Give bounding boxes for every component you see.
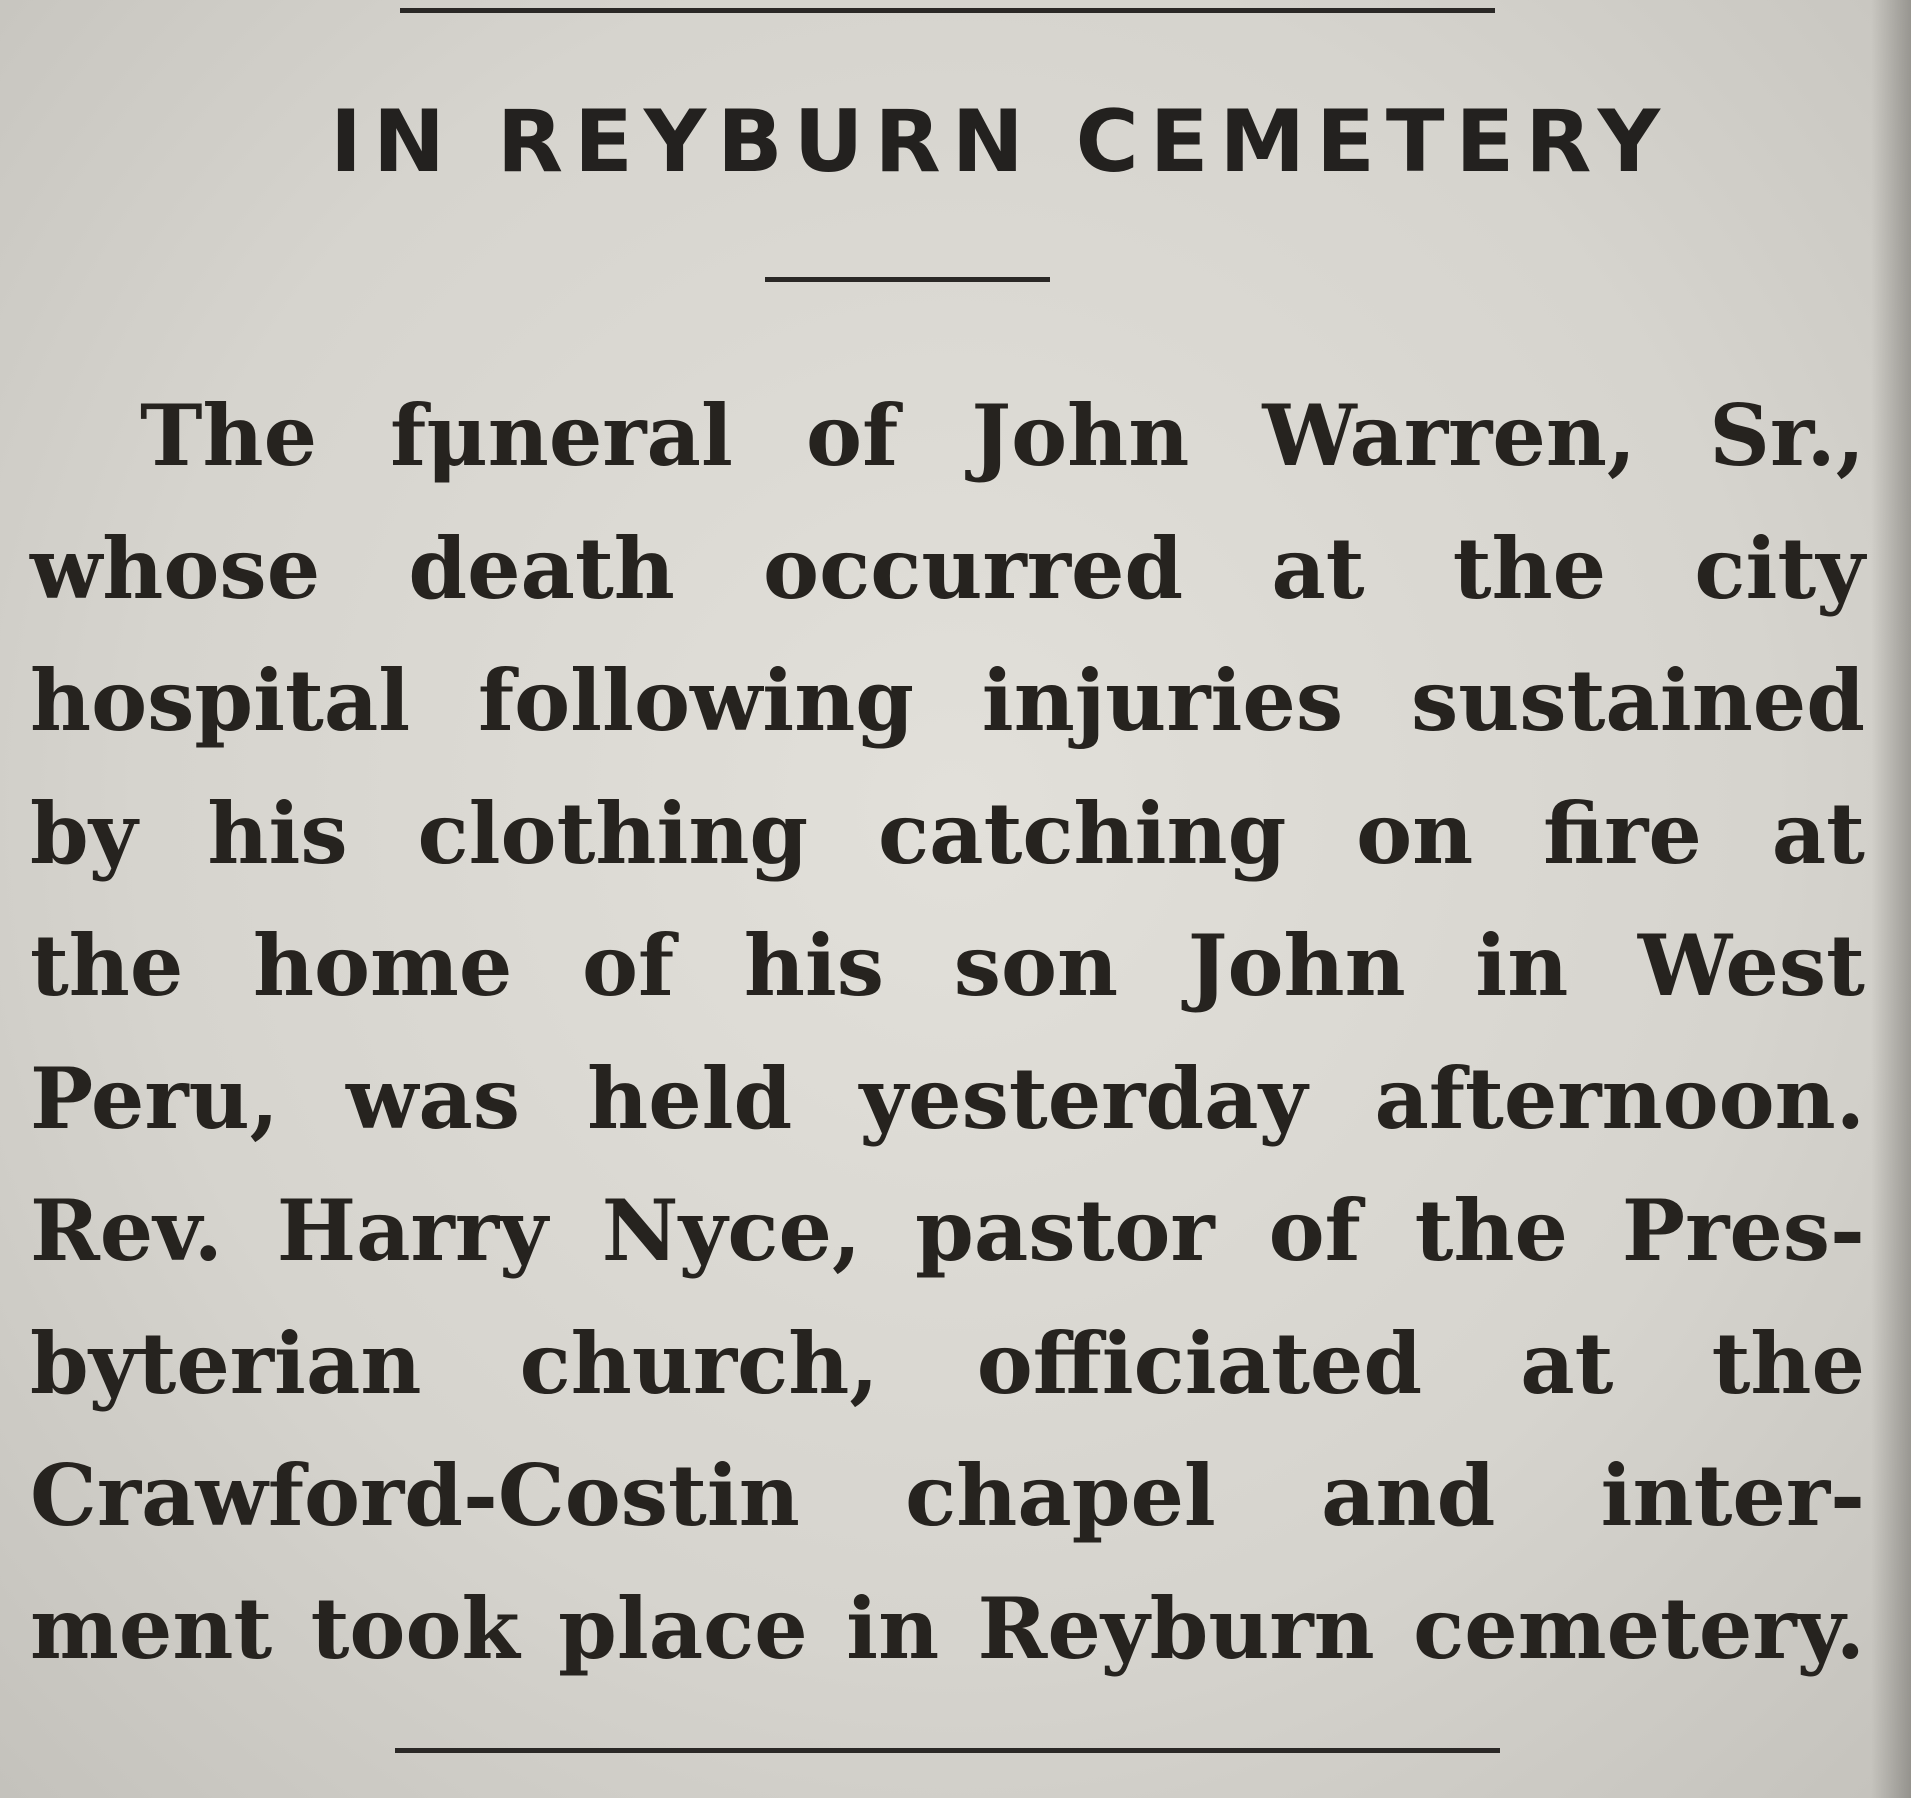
word: Reyburn: [977, 1578, 1375, 1678]
headline-divider: [765, 277, 1050, 282]
word: death: [408, 518, 675, 618]
word: of: [582, 916, 675, 1015]
word: in: [846, 1578, 940, 1678]
text-line: [30, 1033, 1865, 1166]
word: cemetery.: [1413, 1578, 1865, 1678]
word: occurred: [763, 518, 1184, 618]
text-line: [30, 900, 1865, 1033]
word: whose: [30, 518, 321, 618]
text-line: [30, 503, 1865, 636]
word: son: [953, 916, 1119, 1015]
word: held: [587, 1048, 793, 1148]
word: John: [971, 386, 1190, 485]
word: place: [558, 1578, 808, 1678]
word: injuries: [981, 651, 1344, 750]
word: catching: [878, 783, 1287, 883]
word: Peru,: [30, 1048, 279, 1148]
word: afternoon.: [1374, 1048, 1865, 1148]
text-line: [30, 1298, 1865, 1431]
word: Pres-: [1621, 1181, 1865, 1280]
word: inter-: [1600, 1446, 1865, 1545]
word: by: [30, 783, 138, 883]
word: of: [1268, 1181, 1361, 1280]
text-line: [30, 1563, 1865, 1696]
word: was: [346, 1048, 521, 1148]
word: and: [1321, 1446, 1496, 1545]
word: his: [207, 783, 348, 883]
word: his: [743, 916, 885, 1015]
word: the: [30, 916, 184, 1015]
word: Warren,: [1262, 386, 1637, 485]
headline: IN REYBURN CEMETERY: [329, 92, 1672, 192]
word: ment: [30, 1578, 273, 1678]
word: the: [1711, 1313, 1865, 1413]
text-line: [30, 370, 1865, 503]
word: on: [1356, 783, 1474, 883]
word: John: [1187, 916, 1406, 1015]
word: took: [310, 1578, 520, 1678]
word: at: [1520, 1313, 1614, 1413]
word: Sr.,: [1709, 386, 1865, 485]
word: clothing: [417, 783, 809, 883]
text-line: [30, 1165, 1865, 1298]
word: Rev.: [30, 1181, 223, 1280]
word: fμneral: [390, 386, 733, 485]
word: home: [252, 916, 513, 1015]
word: West: [1637, 916, 1865, 1015]
word: of: [806, 386, 899, 485]
bottom-rule: [395, 1748, 1500, 1753]
text-line: [30, 635, 1865, 768]
text-line: [30, 1430, 1865, 1563]
page-edge-shadow: [1871, 0, 1911, 1798]
word: at: [1771, 783, 1865, 883]
word: following: [477, 651, 915, 750]
word: the: [1414, 1181, 1568, 1280]
word: fire: [1543, 783, 1702, 883]
word: Nyce,: [601, 1181, 862, 1280]
word: hospital: [30, 651, 411, 750]
word: in: [1475, 916, 1569, 1015]
word: at: [1271, 518, 1365, 618]
word: byterian: [30, 1313, 422, 1413]
word: pastor: [915, 1181, 1215, 1280]
top-rule: [400, 8, 1495, 13]
word: yesterday: [859, 1048, 1308, 1148]
word: church,: [519, 1313, 879, 1413]
word: chapel: [905, 1446, 1216, 1545]
article-body: [30, 370, 1865, 1695]
text-line: [30, 768, 1865, 901]
word: Crawford-Costin: [30, 1446, 800, 1545]
word: sustained: [1410, 651, 1865, 750]
word: the: [1452, 518, 1607, 618]
word: city: [1694, 518, 1865, 618]
word: officiated: [976, 1313, 1423, 1413]
word: Harry: [276, 1181, 548, 1280]
word: The: [140, 386, 318, 485]
